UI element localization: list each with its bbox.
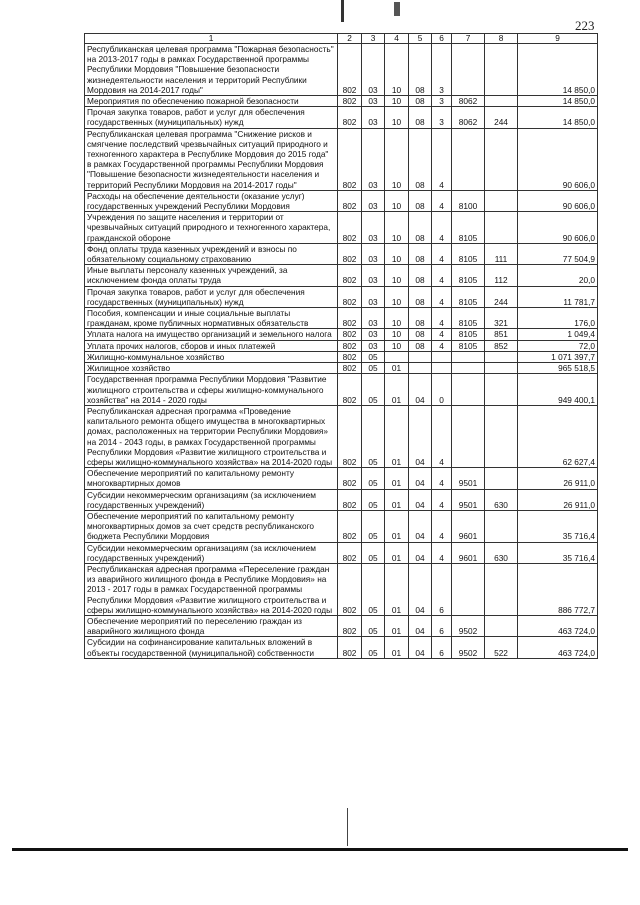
row-code-6: 0 [432,374,452,406]
row-amount: 1 071 397,7 [518,351,598,362]
row-code-4: 01 [385,489,409,510]
row-name: Субсидии некоммерческим организациям (за исключением государственных учреждений) [85,542,338,563]
row-code-7 [452,363,485,374]
row-code-5: 08 [409,190,432,211]
scan-mark [341,0,344,22]
row-code-8 [485,563,518,615]
row-code-6: 4 [432,510,452,542]
row-code-7 [452,563,485,615]
row-code-5: 04 [409,615,432,636]
row-code-2: 802 [338,405,362,467]
row-code-4: 01 [385,363,409,374]
row-name: Республиканская адресная программа «Проведение капитального ремонта общего имущества в многоквартирных домах, расположенных на территории Республики Мордовия» на 2014 - 2043 годы, в рамках Государственной программы Республики Мордовия «Развитие жилищного строительства и сферы жилищно-коммунального хозяйства» на 2014-2020 годы [85,405,338,467]
row-code-8 [485,128,518,190]
row-code-3: 03 [362,190,385,211]
row-amount: 14 850,0 [518,107,598,128]
table-row [85,212,598,244]
row-code-3: 03 [362,308,385,329]
row-code-4: 10 [385,286,409,307]
row-code-5: 04 [409,542,432,563]
column-header: 7 [452,34,485,44]
table-row [85,340,598,351]
row-code-5: 08 [409,308,432,329]
row-name: Уплата налога на имущество организаций и земельного налога [85,329,338,340]
table-row [85,510,598,542]
row-code-4: 10 [385,243,409,264]
row-code-2: 802 [338,243,362,264]
row-code-6: 4 [432,340,452,351]
row-amount: 886 772,7 [518,563,598,615]
row-name: Прочая закупка товаров, работ и услуг для обеспечения государственных (муниципальных) нужд [85,107,338,128]
row-code-3: 05 [362,510,385,542]
row-code-8 [485,351,518,362]
column-header: 5 [409,34,432,44]
table-row [85,542,598,563]
table-row [85,128,598,190]
row-code-2: 802 [338,510,362,542]
row-code-5 [409,351,432,362]
row-code-8: 630 [485,542,518,563]
row-name: Обеспечение мероприятий по переселению граждан из аварийного жилищного фонда [85,615,338,636]
row-code-7 [452,374,485,406]
row-code-4: 01 [385,542,409,563]
row-amount: 90 606,0 [518,128,598,190]
row-code-4: 01 [385,510,409,542]
row-name: Пособия, компенсации и иные социальные выплаты гражданам, кроме публичных нормативных обязательств [85,308,338,329]
scan-mark [394,2,400,16]
row-code-8: 522 [485,637,518,658]
column-header: 8 [485,34,518,44]
budget-table [84,33,598,659]
row-name: Жилищно-коммунальное хозяйство [85,351,338,362]
row-code-6: 4 [432,468,452,489]
row-code-8: 244 [485,286,518,307]
scan-line [347,808,348,846]
row-code-3: 05 [362,615,385,636]
row-code-3: 05 [362,637,385,658]
page-bottom-rule [12,848,628,851]
row-code-6: 4 [432,329,452,340]
row-code-3: 05 [362,542,385,563]
row-code-3: 03 [362,329,385,340]
row-amount: 14 850,0 [518,96,598,107]
row-name: Обеспечение мероприятий по капитальному ремонту многоквартирных домов за счет средств республиканского бюджета Республики Мордовия [85,510,338,542]
row-amount: 11 781,7 [518,286,598,307]
row-name: Субсидии некоммерческим организациям (за исключением государственных учреждений) [85,489,338,510]
row-code-7: 8105 [452,286,485,307]
row-code-5: 08 [409,286,432,307]
row-code-4: 10 [385,308,409,329]
header-row [85,34,598,44]
table-row [85,243,598,264]
row-name: Обеспечение мероприятий по капитальному ремонту многоквартирных домов [85,468,338,489]
row-code-4: 01 [385,405,409,467]
row-code-6: 4 [432,405,452,467]
table-row [85,374,598,406]
row-code-3: 05 [362,489,385,510]
row-code-7: 9501 [452,489,485,510]
row-code-2: 802 [338,190,362,211]
row-code-4: 01 [385,615,409,636]
row-code-6: 4 [432,190,452,211]
row-code-8 [485,405,518,467]
row-code-8: 244 [485,107,518,128]
row-amount: 965 518,5 [518,363,598,374]
row-code-8 [485,190,518,211]
row-code-4: 10 [385,107,409,128]
row-name: Уплата прочих налогов, сборов и иных платежей [85,340,338,351]
row-code-4: 01 [385,468,409,489]
table-row [85,190,598,211]
row-code-7 [452,44,485,96]
row-code-3: 03 [362,286,385,307]
row-amount: 35 716,4 [518,542,598,563]
row-code-6: 4 [432,286,452,307]
row-code-6: 4 [432,489,452,510]
row-amount: 26 911,0 [518,489,598,510]
page-number: 223 [575,18,595,33]
row-name: Мероприятия по обеспечению пожарной безопасности [85,96,338,107]
row-code-6: 3 [432,107,452,128]
row-code-2: 802 [338,329,362,340]
row-code-8 [485,468,518,489]
row-code-5: 08 [409,107,432,128]
row-code-7: 8062 [452,107,485,128]
row-code-5: 04 [409,563,432,615]
row-code-8 [485,44,518,96]
table-row [85,308,598,329]
row-code-5: 08 [409,128,432,190]
row-code-5: 04 [409,489,432,510]
row-amount: 463 724,0 [518,637,598,658]
table-row [85,44,598,96]
row-code-3: 05 [362,363,385,374]
row-code-7: 8105 [452,340,485,351]
row-code-4: 10 [385,340,409,351]
row-code-6: 4 [432,128,452,190]
row-code-5: 04 [409,637,432,658]
row-amount: 176,0 [518,308,598,329]
row-code-5: 04 [409,468,432,489]
table-row [85,489,598,510]
row-code-7: 8105 [452,329,485,340]
row-code-2: 802 [338,542,362,563]
row-code-3: 05 [362,468,385,489]
table-body [85,44,598,659]
row-code-7 [452,128,485,190]
row-code-3: 05 [362,374,385,406]
row-code-7: 8062 [452,96,485,107]
row-code-6: 3 [432,96,452,107]
row-code-3: 03 [362,243,385,264]
row-code-3: 05 [362,351,385,362]
row-code-7: 9502 [452,615,485,636]
row-name: Жилищное хозяйство [85,363,338,374]
row-code-8 [485,96,518,107]
row-code-4: 01 [385,374,409,406]
column-header: 4 [385,34,409,44]
row-code-8: 321 [485,308,518,329]
row-code-4: 01 [385,637,409,658]
column-header: 9 [518,34,598,44]
row-code-5: 04 [409,510,432,542]
row-code-8: 112 [485,265,518,286]
row-code-7: 8105 [452,212,485,244]
row-code-3: 03 [362,340,385,351]
row-code-4: 10 [385,212,409,244]
row-code-5: 08 [409,265,432,286]
row-code-5 [409,363,432,374]
row-code-8 [485,363,518,374]
row-code-2: 802 [338,96,362,107]
row-code-2: 802 [338,44,362,96]
row-amount: 90 606,0 [518,212,598,244]
table-row [85,468,598,489]
row-code-8: 851 [485,329,518,340]
row-name: Государственная программа Республики Мордовия "Развитие жилищного строительства и сферы жилищно-коммунального хозяйства" на 2014 - 2020 годы [85,374,338,406]
column-header: 6 [432,34,452,44]
table-row [85,329,598,340]
row-code-7: 9501 [452,468,485,489]
table-row [85,286,598,307]
row-amount: 62 627,4 [518,405,598,467]
row-code-3: 05 [362,563,385,615]
row-code-3: 03 [362,265,385,286]
row-code-5: 04 [409,374,432,406]
row-amount: 90 606,0 [518,190,598,211]
row-code-2: 802 [338,468,362,489]
row-code-6: 6 [432,637,452,658]
row-code-6: 4 [432,243,452,264]
row-code-4: 10 [385,96,409,107]
row-code-2: 802 [338,340,362,351]
row-code-4: 10 [385,128,409,190]
row-code-7: 8105 [452,308,485,329]
row-code-8 [485,615,518,636]
row-code-7: 8105 [452,265,485,286]
row-code-2: 802 [338,212,362,244]
row-code-6 [432,363,452,374]
table-row [85,405,598,467]
row-code-3: 03 [362,212,385,244]
row-amount: 20,0 [518,265,598,286]
row-code-7: 9502 [452,637,485,658]
column-header: 3 [362,34,385,44]
row-code-8: 630 [485,489,518,510]
row-code-2: 802 [338,308,362,329]
row-code-2: 802 [338,107,362,128]
row-code-8: 111 [485,243,518,264]
row-name: Расходы на обеспечение деятельности (оказание услуг) государственных учреждений Республики Мордовия [85,190,338,211]
row-code-3: 03 [362,128,385,190]
table-row [85,615,598,636]
row-code-6: 4 [432,265,452,286]
row-code-7: 9601 [452,542,485,563]
row-code-6: 6 [432,563,452,615]
row-name: Учреждения по защите населения и территории от чрезвычайных ситуаций природного и техногенного характера, гражданской обороне [85,212,338,244]
row-code-4: 01 [385,563,409,615]
row-code-5: 08 [409,329,432,340]
row-code-3: 05 [362,405,385,467]
row-code-3: 03 [362,107,385,128]
row-name: Республиканская адресная программа «Переселение граждан из аварийного жилищного фонда в Республике Мордовия» на 2013 - 2017 годы в рамках Государственной программы Республики Мордовия «Развитие жилищного строительства и сферы жилищно-коммунального хозяйства» на 2014-2020 годы [85,563,338,615]
row-code-2: 802 [338,637,362,658]
row-code-6: 4 [432,542,452,563]
row-code-4 [385,351,409,362]
row-amount: 463 724,0 [518,615,598,636]
row-code-7: 9601 [452,510,485,542]
row-code-5: 08 [409,212,432,244]
row-code-3: 03 [362,44,385,96]
table-row [85,351,598,362]
row-code-8: 852 [485,340,518,351]
row-code-7 [452,351,485,362]
row-name: Субсидии на софинансирование капитальных вложений в объекты государственной (муниципальной) собственности [85,637,338,658]
row-amount: 26 911,0 [518,468,598,489]
row-amount: 72,0 [518,340,598,351]
row-code-5: 08 [409,96,432,107]
row-code-6: 4 [432,308,452,329]
row-code-4: 10 [385,190,409,211]
row-code-2: 802 [338,265,362,286]
row-code-8 [485,212,518,244]
row-code-8 [485,510,518,542]
row-code-2: 802 [338,489,362,510]
row-code-6: 3 [432,44,452,96]
table-row [85,265,598,286]
row-amount: 949 400,1 [518,374,598,406]
row-code-2: 802 [338,351,362,362]
row-code-5: 08 [409,340,432,351]
row-code-4: 10 [385,329,409,340]
row-code-5: 08 [409,243,432,264]
row-code-6 [432,351,452,362]
row-code-8 [485,374,518,406]
table-row [85,563,598,615]
column-header: 1 [85,34,338,44]
row-name: Республиканская целевая программа "Пожарная безопасность" на 2013-2017 годы в рамках Государственной программы Республики Мордовия "Повышение безопасности жизнедеятельности населения и территорий Республики Мордовия на 2014-2017 годы" [85,44,338,96]
table-row [85,96,598,107]
row-code-7: 8105 [452,243,485,264]
row-code-2: 802 [338,374,362,406]
row-code-7 [452,405,485,467]
row-name: Иные выплаты персоналу казенных учреждений, за исключением фонда оплаты труда [85,265,338,286]
table-row [85,637,598,658]
row-code-6: 6 [432,615,452,636]
row-code-2: 802 [338,615,362,636]
row-code-2: 802 [338,363,362,374]
column-header: 2 [338,34,362,44]
table-row [85,363,598,374]
row-code-5: 08 [409,44,432,96]
row-name: Прочая закупка товаров, работ и услуг для обеспечения государственных (муниципальных) нужд [85,286,338,307]
row-code-5: 04 [409,405,432,467]
row-amount: 77 504,9 [518,243,598,264]
row-amount: 14 850,0 [518,44,598,96]
table-row [85,107,598,128]
row-amount: 35 716,4 [518,510,598,542]
row-code-4: 10 [385,265,409,286]
row-code-6: 4 [432,212,452,244]
row-code-4: 10 [385,44,409,96]
row-code-2: 802 [338,286,362,307]
row-code-7: 8100 [452,190,485,211]
row-name: Республиканская целевая программа "Снижение рисков и смягчение последствий чрезвычайных ситуаций природного и техногенного характера в Республике Мордовия до 2015 года" в рамках Государственной программы Республики Мордовия "Повышение безопасности жизнедеятельности населения и территорий Республики Мордовия на 2014-2017 годы" [85,128,338,190]
row-code-2: 802 [338,128,362,190]
row-name: Фонд оплаты труда казенных учреждений и взносы по обязательному социальному страхованию [85,243,338,264]
row-amount: 1 049,4 [518,329,598,340]
row-code-3: 03 [362,96,385,107]
row-code-2: 802 [338,563,362,615]
